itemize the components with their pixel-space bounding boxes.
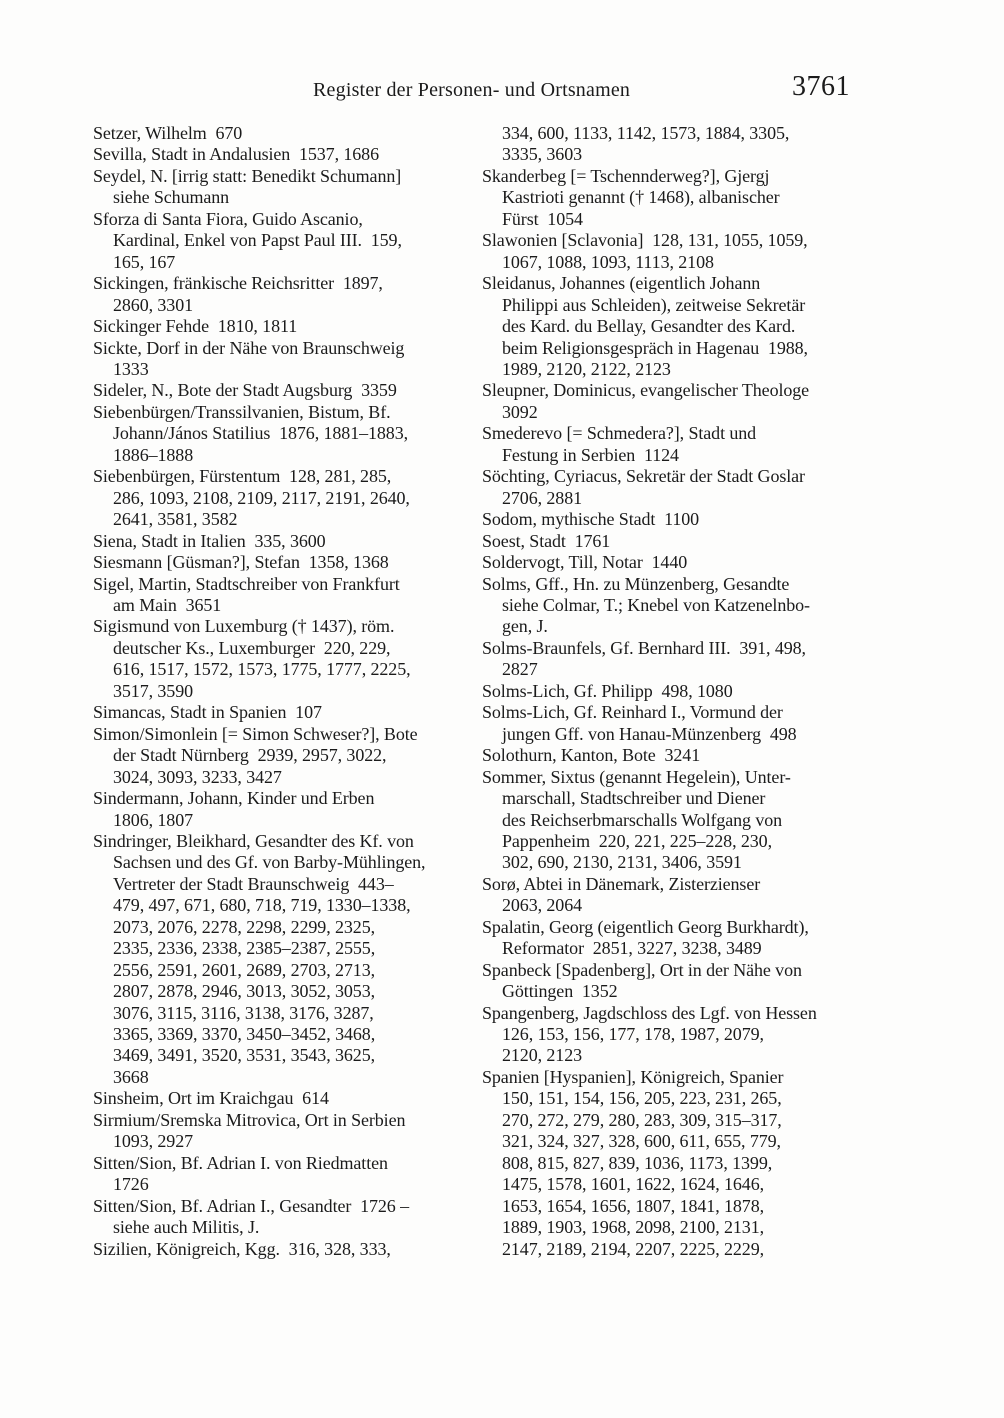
index-entry [482, 380, 862, 423]
index-entry-line: siehe auch Militis, J. [113, 1217, 260, 1238]
index-entry-line: Spalatin, Georg (eigentlich Georg Burkhardt), [482, 916, 809, 937]
index-entry [482, 638, 862, 681]
index-entry [93, 831, 482, 1088]
index-entry-line: 126, 153, 156, 177, 178, 1987, 2079, [502, 1024, 764, 1045]
index-entry-line: Siebenbürgen, Fürstentum 128, 281, 285, [93, 466, 392, 487]
index-entry-line: Setzer, Wilhelm 670 [93, 123, 243, 143]
index-entry-line: Sitten/Sion, Bf. Adrian I., Gesandter 1726 – [93, 1195, 409, 1216]
index-entry-line: Sleupner, Dominicus, evangelischer Theologe [482, 380, 810, 401]
index-entry-line: Pappenheim 220, 221, 225–228, 230, [502, 830, 772, 851]
index-entry-line: Sindermann, Johann, Kinder und Erben [93, 788, 375, 809]
index-entry-line: Sodom, mythische Stadt 1100 [482, 509, 700, 530]
index-entry-line: Söchting, Cyriacus, Sekretär der Stadt Goslar [482, 466, 805, 487]
index-entry-line: Sorø, Abtei in Dänemark, Zisterzienser [482, 873, 761, 894]
index-entry [93, 1153, 482, 1196]
index-entry-line: gen, J. [502, 616, 548, 637]
index-entry-line: 3092 [502, 401, 538, 422]
index-entry-line: Seydel, N. [irrig statt: Benedikt Schumann] [93, 165, 402, 186]
index-entry-line: des Kard. du Bellay, Gesandter des Kard. [502, 316, 796, 337]
index-entry-line: Fürst 1054 [502, 208, 583, 229]
index-entry-line: Kastrioti genannt († 1468), albanischer [502, 187, 780, 208]
index-entry [482, 574, 862, 638]
index-entry [482, 166, 862, 230]
index-entry-line: der Stadt Nürnberg 2939, 2957, 3022, [113, 745, 387, 766]
index-entry-line: deutscher Ks., Luxemburger 220, 229, [113, 637, 391, 658]
index-entry-line: 2641, 3581, 3582 [113, 509, 238, 530]
index-entry [482, 702, 862, 745]
index-entry-line: 2073, 2076, 2278, 2298, 2299, 2325, [113, 916, 376, 937]
index-entry-line: 2556, 2591, 2601, 2689, 2703, 2713, [113, 959, 376, 980]
index-entry-line: Philippi aus Schleiden), zeitweise Sekretär [502, 294, 806, 315]
index-entry [93, 1239, 482, 1260]
index-entry [482, 273, 862, 380]
index-entry-line: Sachsen und des Gf. von Barby-Mühlingen, [113, 852, 426, 873]
index-entry-line: Johann/János Statilius 1876, 1881–1883, [113, 423, 409, 444]
index-entry-line: 165, 167 [113, 251, 176, 272]
index-entry-line: Sinsheim, Ort im Kraichgau 614 [93, 1088, 329, 1109]
index-entry [482, 917, 862, 960]
index-entry [93, 338, 482, 381]
index-entry-line: 2147, 2189, 2194, 2207, 2225, 2229, [502, 1238, 765, 1259]
index-entry [482, 960, 862, 1003]
index-entry-line: Solms-Braunfels, Gf. Bernhard III. 391, 498, [482, 637, 806, 658]
index-entry-line: Sommer, Sixtus (genannt Hegelein), Unter- [482, 766, 791, 787]
index-entry [93, 273, 482, 316]
index-entry [93, 166, 482, 209]
index-entry-line: 302, 690, 2130, 2131, 3406, 3591 [502, 852, 742, 873]
index-entry-line: Kardinal, Enkel von Papst Paul III. 159, [113, 230, 402, 251]
index-entry-line: Sevilla, Stadt in Andalusien 1537, 1686 [93, 144, 379, 165]
index-entry-line: 3469, 3491, 3520, 3531, 3543, 3625, [113, 1045, 376, 1066]
index-entry-line: 3024, 3093, 3233, 3427 [113, 766, 282, 787]
index-entry-line: 2807, 2878, 2946, 3013, 3052, 3053, [113, 981, 376, 1002]
index-entry-line: Sigel, Martin, Stadtschreiber von Frankfurt [93, 573, 400, 594]
index-entry-line: Vertreter der Stadt Braunschweig 443– [113, 873, 394, 894]
index-entry-line: 1806, 1807 [113, 809, 194, 830]
index-entry-line: siehe Schumann [113, 187, 230, 208]
index-entry-line: 3365, 3369, 3370, 3450–3452, 3468, [113, 1024, 376, 1045]
index-entry-line: Simon/Simonlein [= Simon Schweser?], Bote [93, 723, 418, 744]
index-entry-line: Smederevo [= Schmedera?], Stadt und [482, 423, 757, 444]
index-entry-line: 1886–1888 [113, 444, 194, 465]
index-entry-line: Sickingen, fränkische Reichsritter 1897, [93, 273, 383, 294]
index-entry-line: 479, 497, 671, 680, 718, 719, 1330–1338, [113, 895, 411, 916]
index-entry-line: Sitten/Sion, Bf. Adrian I. von Riedmatten [93, 1152, 388, 1173]
index-entry-line: 616, 1517, 1572, 1573, 1775, 1777, 2225, [113, 659, 411, 680]
index-entry [482, 509, 862, 530]
index-entry [93, 616, 482, 702]
index-entry-line: 1653, 1654, 1656, 1807, 1841, 1878, [502, 1195, 765, 1216]
index-entry-line: Solms-Lich, Gf. Philipp 498, 1080 [482, 680, 733, 701]
index-entry-line: Reformator 2851, 3227, 3238, 3489 [502, 938, 762, 959]
index-entry-line: Solms-Lich, Gf. Reinhard I., Vormund der [482, 702, 783, 723]
index-entry-line: Sideler, N., Bote der Stadt Augsburg 3359 [93, 380, 397, 401]
index-entry-line: Siena, Stadt in Italien 335, 3600 [93, 530, 326, 551]
index-entry-line: des Reichserbmarschalls Wolfgang von [502, 809, 783, 830]
index-entry [93, 702, 482, 723]
index-entry-line: 3076, 3115, 3116, 3138, 3176, 3287, [113, 1002, 374, 1023]
running-title: Register der Personen- und Ortsnamen [313, 79, 631, 101]
index-entry [93, 1110, 482, 1153]
index-entry-line: 3668 [113, 1066, 149, 1087]
index-entry-line: Simancas, Stadt in Spanien 107 [93, 702, 322, 723]
index-entry-line: 2827 [502, 659, 538, 680]
index-entry [482, 531, 862, 552]
index-entry-line: Siebenbürgen/Transsilvanien, Bistum, Bf. [93, 401, 391, 422]
index-entry [482, 874, 862, 917]
index-column-right [482, 123, 862, 1260]
index-entry-line: 2860, 3301 [113, 294, 194, 315]
index-entry-line: 1067, 1088, 1093, 1113, 2108 [502, 251, 714, 272]
index-entry [93, 209, 482, 273]
index-entry-line: Sirmium/Sremska Mitrovica, Ort in Serbien [93, 1109, 406, 1130]
index-entry [93, 380, 482, 401]
index-entry [482, 230, 862, 273]
index-entry-line: 150, 151, 154, 156, 205, 223, 231, 265, [502, 1088, 782, 1109]
index-entry-line: Soest, Stadt 1761 [482, 530, 611, 551]
index-entry-line: 1475, 1578, 1601, 1622, 1624, 1646, [502, 1174, 765, 1195]
index-entry-line: Spangenberg, Jagdschloss des Lgf. von Hessen [482, 1002, 817, 1023]
index-entry [93, 788, 482, 831]
index-columns [93, 123, 862, 1260]
index-entry [482, 767, 862, 874]
index-entry-line: 3517, 3590 [113, 680, 194, 701]
index-entry-line: Sickinger Fehde 1810, 1811 [93, 316, 298, 337]
index-entry-line: 2706, 2881 [502, 487, 583, 508]
index-entry [482, 423, 862, 466]
index-entry-line: Sleidanus, Johannes (eigentlich Johann [482, 273, 761, 294]
index-entry [93, 123, 482, 144]
index-entry [482, 466, 862, 509]
index-entry [93, 466, 482, 530]
index-entry-line: 2335, 2336, 2338, 2385–2387, 2555, [113, 938, 376, 959]
index-entry [93, 552, 482, 573]
index-entry [93, 1196, 482, 1239]
index-entry-line: Solothurn, Kanton, Bote 3241 [482, 745, 701, 766]
index-entry-line: 1889, 1903, 1968, 2098, 2100, 2131, [502, 1217, 765, 1238]
index-entry-line: Göttingen 1352 [502, 981, 618, 1002]
index-entry-line: am Main 3651 [113, 594, 222, 615]
index-entry-line: Sindringer, Bleikhard, Gesandter des Kf. von [93, 830, 414, 851]
index-entry-line: Spanien [Hyspanien], Königreich, Spanier [482, 1066, 784, 1087]
index-entry [93, 724, 482, 788]
index-entry [482, 681, 862, 702]
page-number: 3761 [792, 71, 850, 102]
index-entry-line: 2063, 2064 [502, 895, 583, 916]
index-entry [482, 1003, 862, 1067]
index-entry-line: marschall, Stadtschreiber und Diener [502, 788, 766, 809]
index-entry [482, 745, 862, 766]
index-entry-line: Siesmann [Güsman?], Stefan 1358, 1368 [93, 552, 389, 573]
index-entry [482, 552, 862, 573]
index-entry [93, 531, 482, 552]
index-entry-line: 1726 [113, 1174, 149, 1195]
index-entry-line: Skanderbeg [= Tschennderweg?], Gjergj [482, 165, 770, 186]
index-entry [482, 1067, 862, 1260]
index-entry-line: Spanbeck [Spadenberg], Ort in der Nähe von [482, 959, 802, 980]
index-entry [93, 1088, 482, 1109]
index-entry-line: 286, 1093, 2108, 2109, 2117, 2191, 2640, [113, 487, 410, 508]
index-entry-line: Sickte, Dorf in der Nähe von Braunschweig [93, 337, 405, 358]
index-entry-line: Sforza di Santa Fiora, Guido Ascanio, [93, 208, 363, 229]
index-entry-line: 321, 324, 327, 328, 600, 611, 655, 779, [502, 1131, 781, 1152]
index-entry [93, 144, 482, 165]
index-entry-line: Sizilien, Königreich, Kgg. 316, 328, 333, [93, 1238, 391, 1259]
index-entry-line: 2120, 2123 [502, 1045, 583, 1066]
index-entry-line: jungen Gff. von Hanau-Münzenberg 498 [502, 723, 797, 744]
index-entry-line: 270, 272, 279, 280, 283, 309, 315–317, [502, 1109, 782, 1130]
index-entry-line: Sigismund von Luxemburg († 1437), röm. [93, 616, 395, 637]
index-column-left [93, 123, 482, 1260]
index-entry-line: 3335, 3603 [502, 144, 583, 165]
index-entry [93, 402, 482, 466]
index-entry-line: beim Religionsgespräch in Hagenau 1988, [502, 337, 808, 358]
index-entry-line: 1093, 2927 [113, 1131, 194, 1152]
index-entry-line: 1333 [113, 358, 149, 379]
index-entry [482, 123, 862, 166]
index-entry-line: Soldervogt, Till, Notar 1440 [482, 552, 688, 573]
index-entry-line: 1989, 2120, 2122, 2123 [502, 358, 671, 379]
index-entry-line: Solms, Gff., Hn. zu Münzenberg, Gesandte [482, 573, 790, 594]
index-entry-line: 808, 815, 827, 839, 1036, 1173, 1399, [502, 1152, 773, 1173]
index-entry [93, 574, 482, 617]
index-entry [93, 316, 482, 337]
index-entry-line: Slawonien [Sclavonia] 128, 131, 1055, 1059, [482, 230, 808, 251]
index-entry-line: siehe Colmar, T.; Knebel von Katzenelnbo- [502, 594, 810, 615]
index-entry-line: Festung in Serbien 1124 [502, 444, 679, 465]
index-entry-line: 334, 600, 1133, 1142, 1573, 1884, 3305, [502, 123, 790, 143]
